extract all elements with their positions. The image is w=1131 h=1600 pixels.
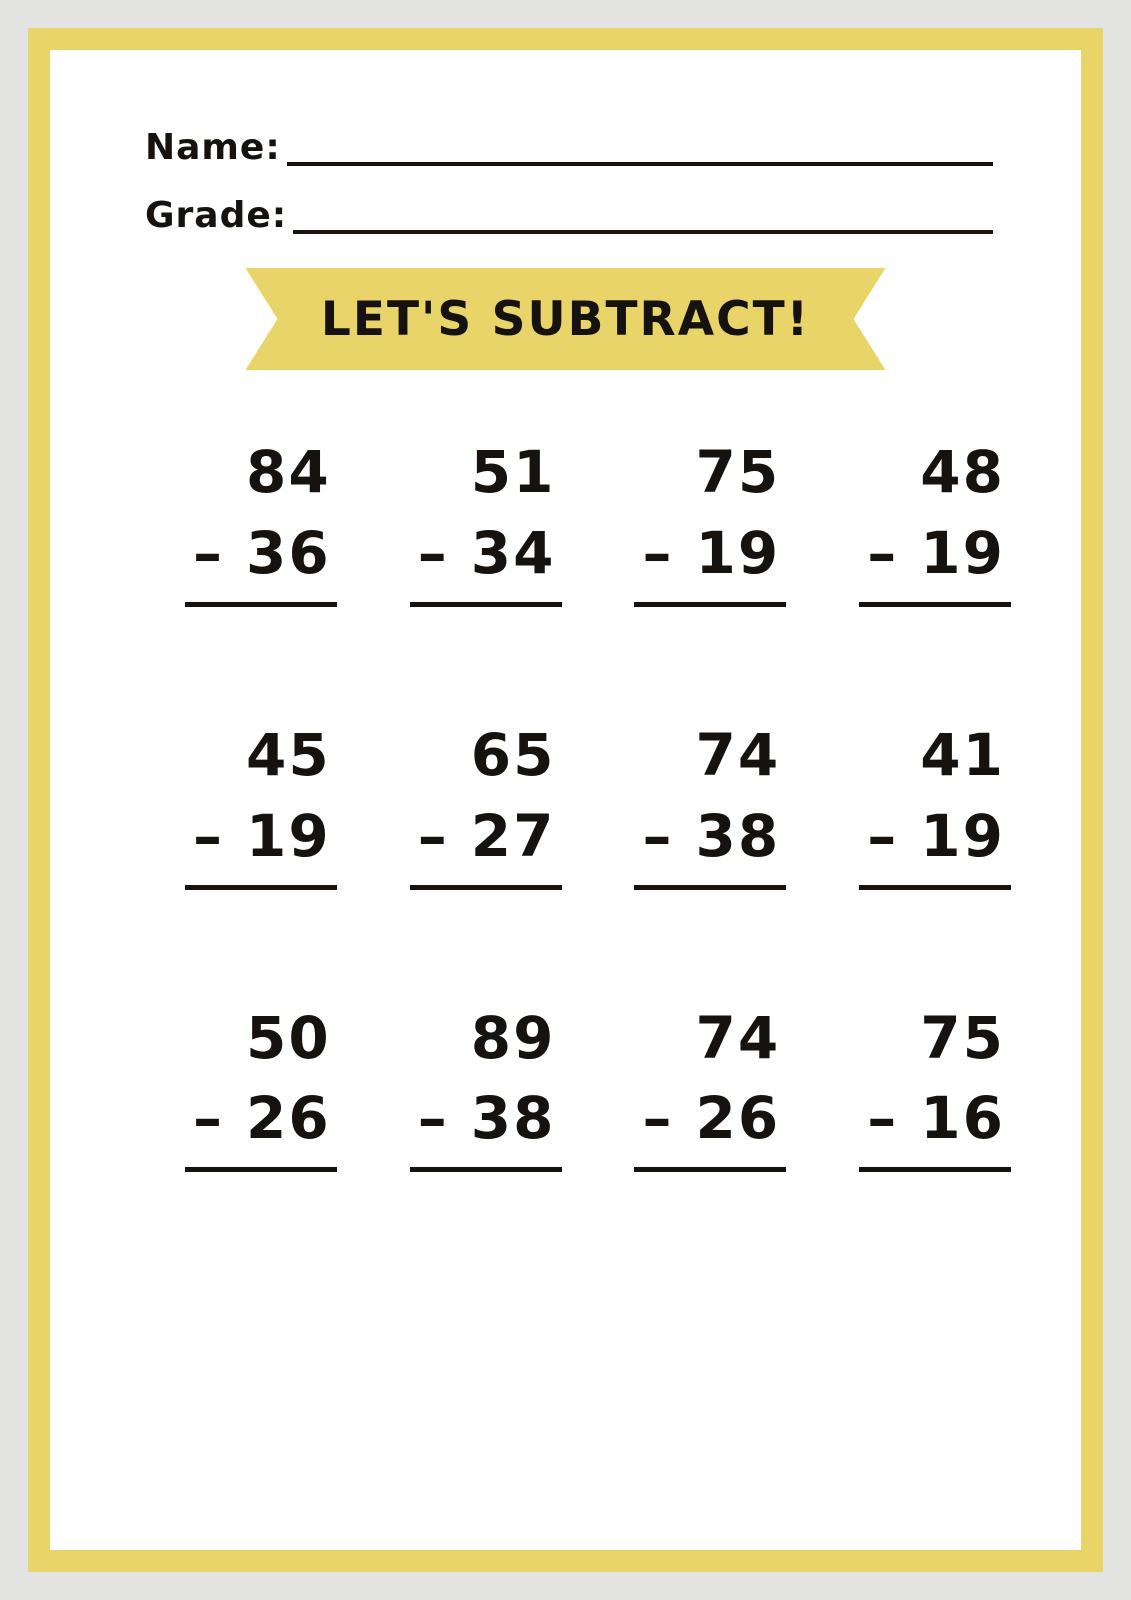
worksheet-page-border [28, 28, 1103, 1572]
answer-line[interactable] [634, 602, 786, 607]
minus-sign-icon: – [193, 1084, 225, 1153]
subtrahend: 26 [246, 1084, 331, 1153]
title-banner [246, 268, 886, 370]
problem-item [800, 1003, 1025, 1173]
subtrahend-row [193, 801, 337, 870]
title-banner-wrap [50, 268, 1081, 370]
subtrahend-row [193, 518, 337, 587]
subtrahend-row [193, 1084, 337, 1153]
answer-line[interactable] [634, 1167, 786, 1172]
problem-item [351, 438, 576, 607]
answer-line[interactable] [185, 1167, 337, 1172]
answer-line[interactable] [185, 885, 337, 890]
subtrahend: 27 [470, 801, 556, 870]
answer-line[interactable] [859, 1167, 1011, 1172]
subtrahend-row [642, 1084, 787, 1153]
grade-field-input-line[interactable] [293, 196, 993, 234]
minus-sign-icon: – [642, 1084, 674, 1153]
answer-line[interactable] [410, 1167, 562, 1172]
problem-item [576, 438, 801, 607]
subtrahend: 38 [695, 801, 781, 870]
answer-line[interactable] [410, 602, 562, 607]
minus-sign-icon: – [642, 518, 674, 587]
minuend: 48 [920, 438, 1005, 506]
name-field-label: Name: [145, 127, 281, 168]
problem-item [126, 438, 351, 607]
problem-item [126, 1003, 351, 1173]
minus-sign-icon: – [867, 801, 899, 870]
answer-line[interactable] [859, 885, 1011, 890]
answer-line[interactable] [634, 885, 786, 890]
worksheet-sheet [50, 50, 1081, 1550]
problem-item [351, 1003, 576, 1173]
minus-sign-icon: – [417, 801, 449, 870]
minus-sign-icon: – [867, 1084, 899, 1153]
minuend: 51 [470, 438, 556, 506]
name-field-row [145, 128, 993, 166]
minuend: 50 [246, 1003, 331, 1072]
subtrahend: 19 [920, 801, 1005, 870]
minuend: 75 [695, 438, 781, 506]
minus-sign-icon: – [193, 801, 225, 870]
subtrahend: 34 [470, 518, 556, 587]
grade-field-row [145, 196, 993, 234]
subtrahend: 26 [695, 1084, 781, 1153]
answer-line[interactable] [859, 602, 1011, 607]
minuend: 74 [695, 720, 781, 789]
answer-line[interactable] [185, 602, 337, 607]
subtrahend-row [867, 518, 1011, 587]
problem-item [576, 720, 801, 890]
minus-sign-icon: – [193, 518, 225, 587]
minuend: 74 [695, 1003, 781, 1072]
student-info-fields [50, 50, 1081, 234]
problem-item [351, 720, 576, 890]
worksheet-title: LET'S SUBTRACT! [320, 291, 811, 347]
grade-field-label: Grade: [145, 195, 288, 236]
subtrahend-row [867, 1084, 1011, 1153]
subtrahend: 19 [246, 801, 331, 870]
subtrahend-row [642, 518, 787, 587]
minuend: 65 [470, 720, 556, 789]
subtrahend-row [642, 801, 787, 870]
minus-sign-icon: – [642, 801, 674, 870]
subtrahend: 36 [246, 518, 331, 587]
subtrahend: 16 [920, 1084, 1005, 1153]
subtrahend: 19 [920, 518, 1005, 587]
answer-line[interactable] [410, 885, 562, 890]
minus-sign-icon: – [867, 518, 899, 587]
minuend: 41 [920, 720, 1005, 789]
minus-sign-icon: – [417, 518, 449, 587]
subtrahend-row [417, 518, 562, 587]
problem-item [800, 720, 1025, 890]
problem-item [126, 720, 351, 890]
subtrahend-row [417, 801, 562, 870]
subtrahend-row [867, 801, 1011, 870]
minuend: 75 [920, 1003, 1005, 1072]
minuend: 89 [470, 1003, 556, 1072]
name-field-input-line[interactable] [287, 128, 993, 166]
problem-item [576, 1003, 801, 1173]
minuend: 84 [246, 438, 331, 506]
subtrahend-row [417, 1084, 562, 1153]
minuend: 45 [246, 720, 331, 789]
problem-item [800, 438, 1025, 607]
problems-grid [50, 438, 1081, 1172]
subtrahend: 19 [695, 518, 781, 587]
minus-sign-icon: – [417, 1084, 449, 1153]
subtrahend: 38 [470, 1084, 556, 1153]
